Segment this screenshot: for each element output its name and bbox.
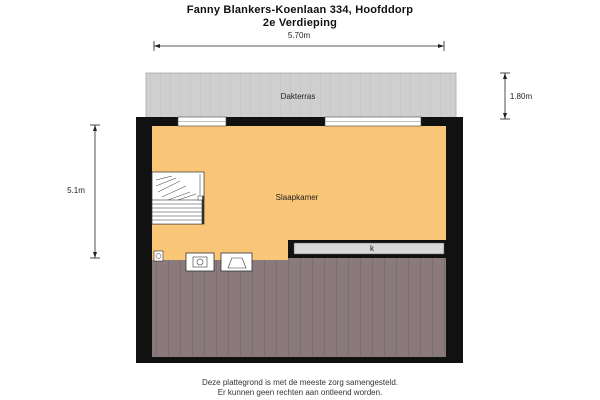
address-title: Fanny Blankers-Koenlaan 334, Hoofddorp: [186, 4, 414, 16]
room-depth-dimension: [67, 125, 100, 258]
terrace-depth-label: 1.80m: [509, 92, 533, 101]
terrace-label: Dakterras: [280, 92, 316, 101]
width-dimension: [154, 31, 444, 51]
floor-title: 2e Verdieping: [262, 17, 338, 29]
terrace-depth-dimension: [500, 73, 532, 119]
room-depth-label: 5.1m: [67, 186, 85, 195]
washing-machine-icon: [186, 253, 214, 271]
stairs-icon: [152, 172, 204, 224]
boiler-icon: [154, 251, 163, 261]
closet-label: k: [370, 244, 374, 253]
dryer-icon: [221, 253, 252, 271]
closet-area: [294, 243, 444, 254]
width-label: 5.70m: [287, 31, 311, 40]
disclaimer-line-1: Deze plattegrond is met de meeste zorg samengesteld.: [201, 378, 399, 387]
disclaimer-line-2: Er kunnen geen rechten aan ontleend worden.: [217, 388, 383, 397]
bedroom-label: Slaapkamer: [275, 193, 319, 202]
